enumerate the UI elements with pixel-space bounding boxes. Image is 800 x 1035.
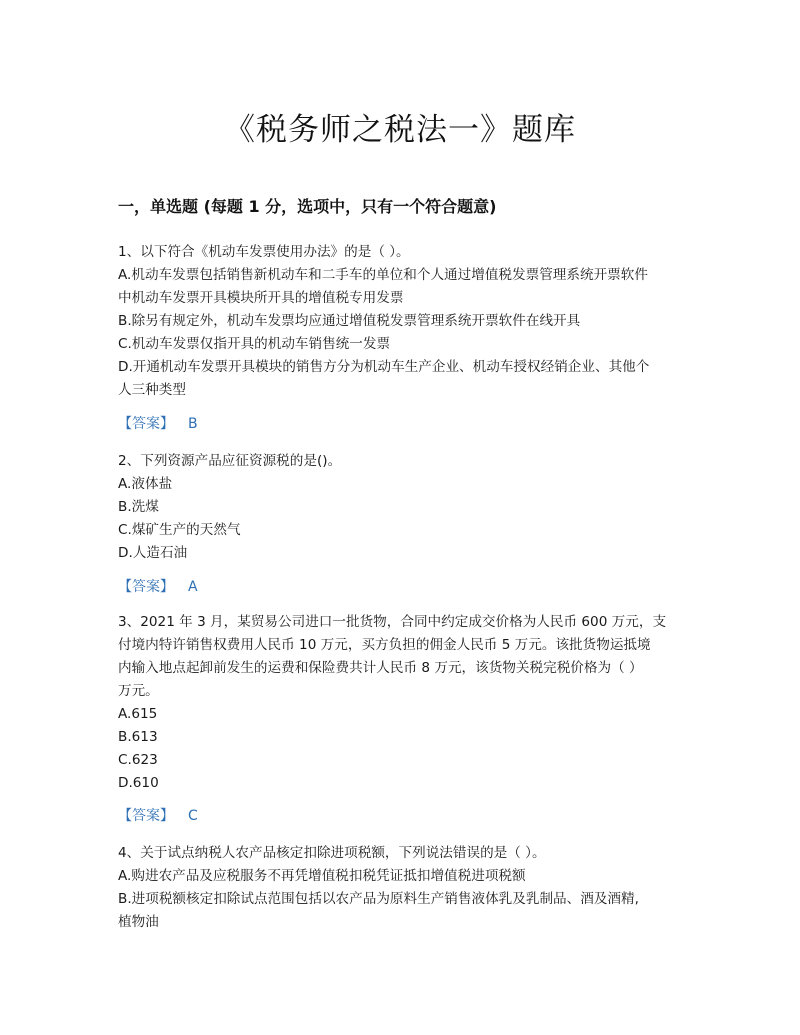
question-4-option-b: B.进项税额核定扣除试点范围包括以农产品为原料生产销售液体乳及乳制品、酒及酒精, xyxy=(118,891,639,907)
question-4-option-b-cont: 植物油 xyxy=(118,914,159,930)
question-1-option-c: C.机动车发票仅指开具的机动车销售统一发票 xyxy=(118,336,391,352)
question-2-option-a: A.液体盐 xyxy=(118,476,173,492)
answer-label: 【答案】 xyxy=(118,808,174,824)
answer-value: A xyxy=(188,579,198,595)
question-3-option-a: A.615 xyxy=(118,706,158,722)
question-3-stem-cont-1: 付境内特许销售权费用人民币 10 万元，买方负担的佣金人民币 5 万元。该批货物运抵境 xyxy=(118,637,651,653)
question-2-option-b: B.洗煤 xyxy=(118,499,159,515)
question-1-answer xyxy=(118,413,198,435)
question-3-option-c: C.623 xyxy=(118,752,158,768)
question-3-option-d: D.610 xyxy=(118,775,159,791)
answer-label: 【答案】 xyxy=(118,416,174,432)
question-1-option-d-cont: 人三种类型 xyxy=(118,382,186,398)
question-3-answer xyxy=(118,805,198,827)
question-1-option-a-cont: 中机动车发票开具模块所开具的增值税专用发票 xyxy=(118,290,404,306)
question-1-option-b: B.除另有规定外，机动车发票均应通过增值税发票管理系统开票软件在线开具 xyxy=(118,313,581,329)
question-2-answer xyxy=(118,576,198,598)
answer-value: B xyxy=(188,416,198,432)
question-1-option-d: D.开通机动车发票开具模块的销售方分为机动车生产企业、机动车授权经销企业、其他个 xyxy=(118,359,650,375)
document-title: 《税务师之税法一》题库 xyxy=(224,112,576,148)
question-2-option-d: D.人造石油 xyxy=(118,545,188,561)
question-1-option-a: A.机动车发票包括销售新机动车和二手车的单位和个人通过增值税发票管理系统开票软件 xyxy=(118,267,648,283)
answer-label: 【答案】 xyxy=(118,579,174,595)
question-3-stem: 3、2021 年 3 月，某贸易公司进口一批货物，合同中约定成交价格为人民币 600 万元，支 xyxy=(118,614,667,630)
question-2-option-c: C.煤矿生产的天然气 xyxy=(118,522,241,538)
answer-value: C xyxy=(188,808,198,824)
question-2-stem: 2、下列资源产品应征资源税的是()。 xyxy=(118,453,342,469)
question-3-stem-cont-2: 内输入地点起卸前发生的运费和保险费共计人民币 8 万元，该货物关税完税价格为（ ） xyxy=(118,660,643,676)
question-1-stem: 1、以下符合《机动车发票使用办法》的是（ ）。 xyxy=(118,244,410,260)
question-3-option-b: B.613 xyxy=(118,729,158,745)
question-3-stem-cont-3: 万元。 xyxy=(118,683,159,699)
question-4-option-a: A.购进农产品及应税服务不再凭增值税扣税凭证抵扣增值税进项税额 xyxy=(118,868,526,884)
section-heading: 一，单选题 (每题 1 分，选项中，只有一个符合题意) xyxy=(118,197,497,216)
question-4-stem: 4、关于试点纳税人农产品核定扣除进项税额，下列说法错误的是（ ）。 xyxy=(118,845,546,861)
